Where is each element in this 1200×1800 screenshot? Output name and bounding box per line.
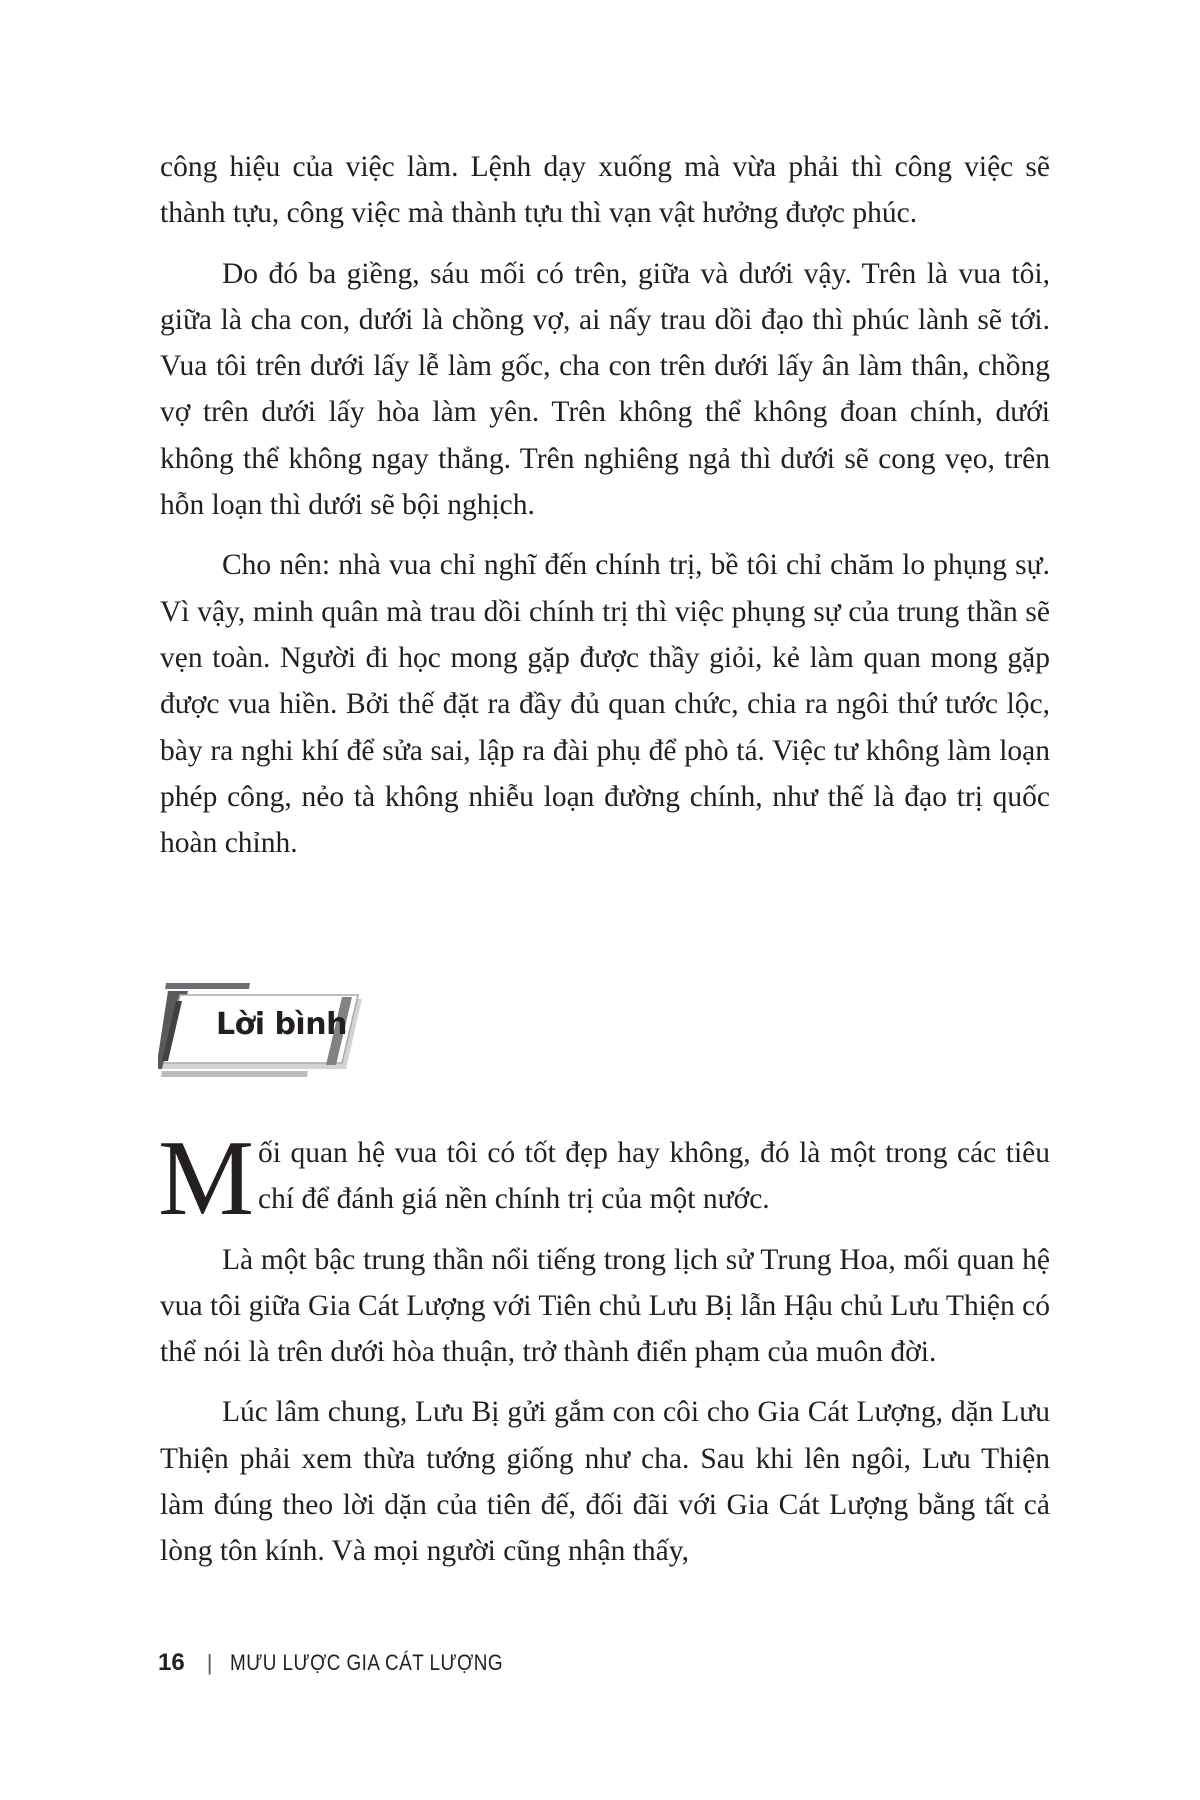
- lead-text: ối quan hệ vua tôi có tốt đẹp hay không, đó là một trong các tiêu chí để đánh giá nền chính trị của một nước.: [258, 1137, 1050, 1216]
- page-number: 16: [158, 1649, 185, 1676]
- paragraph: Là một bậc trung thần nổi tiếng trong lịch sử Trung Hoa, mối quan hệ vua tôi giữa Gia Cát Lượng với Tiên chủ Lưu Bị lẫn Hậu chủ Lưu Thiện có thể nói là trên dưới hòa thuận, trở thành điển phạm của muôn đời.: [160, 1243, 1050, 1369]
- commentary-text: [158, 1119, 1050, 1575]
- page-footer: [158, 1646, 548, 1680]
- paragraph: Cho nên: nhà vua chỉ nghĩ đến chính trị, bề tôi chỉ chăm lo phụng sự. Vì vậy, minh quân mà trau dồi chính trị thì việc phụng sự của trung thần sẽ vẹn toàn. Người đi học mong gặp được thầy giỏi, kẻ làm quan mong gặp được vua hiền. Bởi thế đặt ra đầy đủ quan chức, chia ra ngôi thứ tước lộc, bày ra nghi khí để sửa sai, lập ra đài phụ để phò tá. Việc tư không làm loạn phép công, nẻo tà không nhiễu loạn đường chính, như thế là đạo trị quốc hoàn chỉnh.: [160, 549, 1050, 860]
- drop-cap-letter: M: [158, 1119, 255, 1238]
- paragraph: công hiệu của việc làm. Lệnh dạy xuống mà vừa phải thì công việc sẽ thành tựu, công việc mà thành tựu thì vạn vật hưởng được phúc.: [160, 151, 1050, 230]
- section-heading-box: [158, 977, 398, 1079]
- section-heading: Lời bình: [216, 1007, 347, 1042]
- running-title: MƯU LƯỢC GIA CÁT LƯỢNG: [230, 1650, 504, 1675]
- paragraph: Lúc lâm chung, Lưu Bị gửi gắm con côi cho Gia Cát Lượng, dặn Lưu Thiện phải xem thừa tướng giống như cha. Sau khi lên ngôi, Lưu Thiện làm đúng theo lời dặn của tiên đế, đối đãi với Gia Cát Lượng bằng tất cả lòng tôn kính. Và mọi người cũng nhận thấy,: [160, 1396, 1050, 1568]
- lead-paragraph: [158, 1119, 1050, 1238]
- footer-separator: |: [206, 1650, 213, 1675]
- main-text-top: [160, 144, 1050, 866]
- paragraph: Do đó ba giềng, sáu mối có trên, giữa và dưới vậy. Trên là vua tôi, giữa là cha con, dưới là chồng vợ, ai nấy trau dồi đạo thì phúc lành sẽ tới. Vua tôi trên dưới lấy lễ làm gốc, cha con trên dưới lấy ân làm thân, chồng vợ trên dưới lấy hòa làm yên. Trên không thể không đoan chính, dưới không thể không ngay thẳng. Trên nghiêng ngả thì dưới sẽ cong vẹo, trên hỗn loạn thì dưới sẽ bội nghịch.: [160, 257, 1050, 522]
